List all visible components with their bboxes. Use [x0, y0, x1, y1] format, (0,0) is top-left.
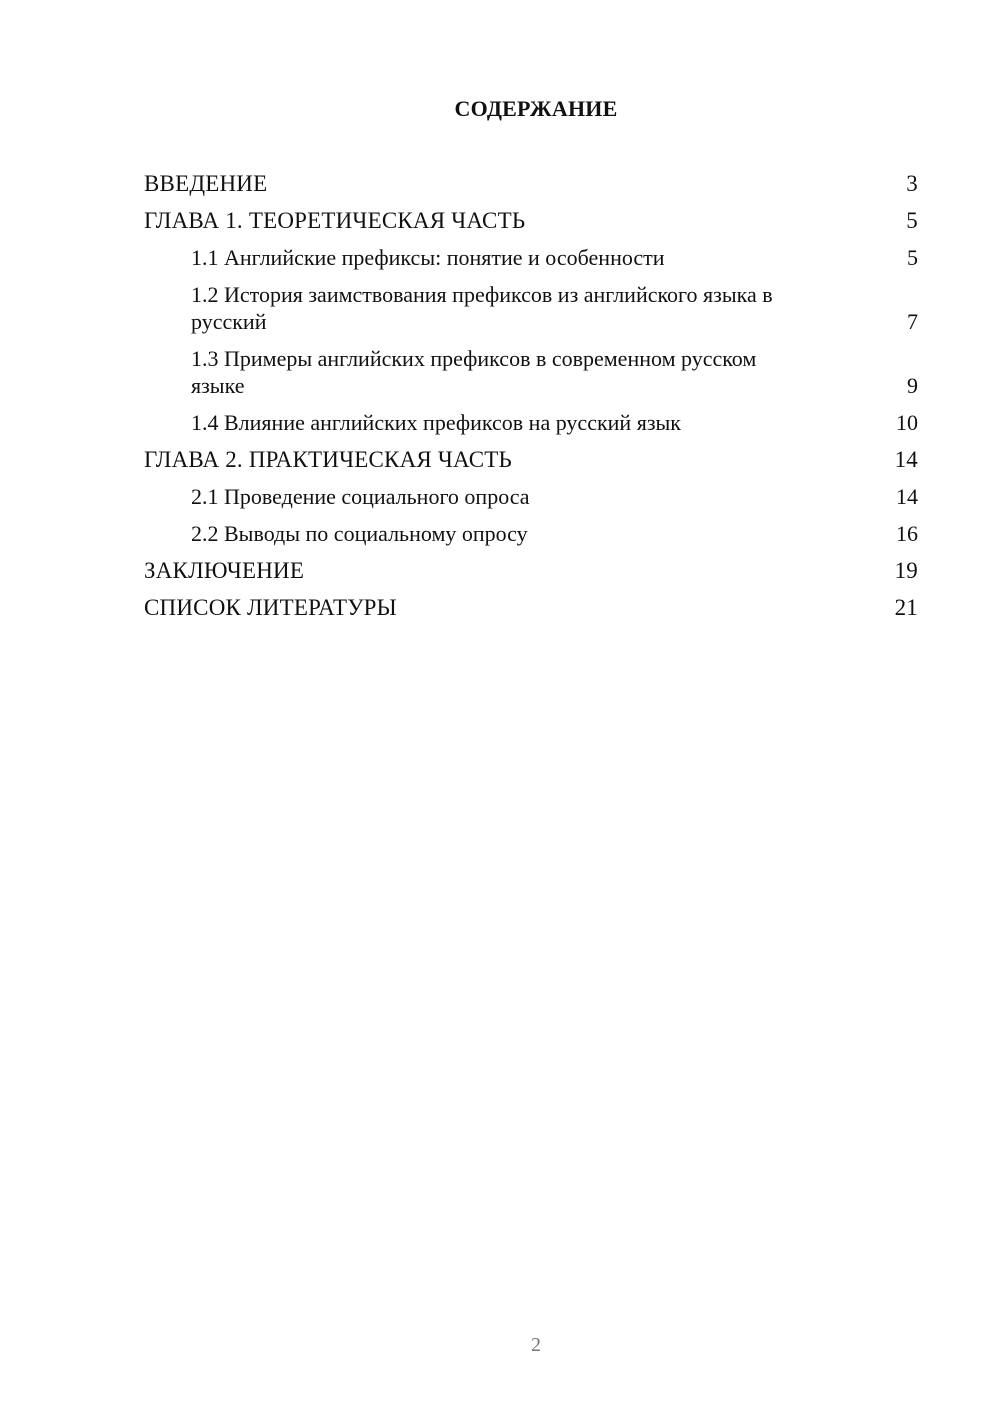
toc-entry-page: 5	[906, 208, 918, 233]
toc-entry-page: 5	[907, 245, 918, 270]
toc-entry-section-1-4[interactable]	[144, 409, 918, 436]
toc-entry-label: 1.4 Влияние английских префиксов на русский язык	[191, 410, 681, 435]
toc-entry-label: ГЛАВА 1. ТЕОРЕТИЧЕСКАЯ ЧАСТЬ	[144, 208, 526, 233]
toc-entry-chapter-2[interactable]	[144, 446, 918, 474]
toc-entry-label: 2.1 Проведение социального опроса	[191, 484, 530, 509]
toc-entry-page: 14	[894, 447, 918, 472]
toc-entry-label: СПИСОК ЛИТЕРАТУРЫ	[144, 595, 397, 620]
toc-entry-page: 19	[894, 558, 918, 583]
toc-entry-page: 21	[894, 595, 918, 620]
toc-entry-label: ГЛАВА 2. ПРАКТИЧЕСКАЯ ЧАСТЬ	[144, 447, 512, 472]
toc-entry-page: 10	[896, 410, 918, 435]
toc-entry-section-2-1[interactable]	[144, 483, 918, 510]
toc-entry-page: 14	[896, 484, 918, 509]
toc-entry-label: 1.3 Примеры английских префиксов в современном русском языке	[191, 346, 757, 398]
toc-title: СОДЕРЖАНИЕ	[454, 96, 618, 121]
toc-entry-bibliography[interactable]	[144, 594, 918, 622]
page-number: 2	[531, 1334, 541, 1356]
toc-entry-section-1-2[interactable]	[144, 281, 918, 335]
toc-entry-section-2-2[interactable]	[144, 520, 918, 547]
toc-entry-section-1-1[interactable]	[144, 244, 918, 271]
toc-entry-chapter-1[interactable]	[144, 207, 918, 235]
toc-entry-label: ЗАКЛЮЧЕНИЕ	[144, 558, 305, 583]
toc-entry-conclusion[interactable]	[144, 557, 918, 585]
toc-entry-label: 2.2 Выводы по социальному опросу	[191, 521, 528, 546]
toc-entry-introduction[interactable]	[144, 170, 918, 198]
toc-entry-label: ВВЕДЕНИЕ	[144, 171, 268, 196]
toc-entry-section-1-3[interactable]	[144, 345, 918, 399]
toc-entry-page: 9	[907, 373, 918, 398]
toc-entry-label: 1.1 Английские префиксы: понятие и особенности	[191, 245, 665, 270]
toc-entry-page: 3	[906, 171, 918, 196]
table-of-contents	[144, 170, 918, 631]
toc-entry-label: 1.2 История заимствования префиксов из английского языка в русский	[191, 282, 773, 334]
toc-entry-page: 7	[907, 309, 918, 334]
toc-entry-page: 16	[896, 521, 918, 546]
